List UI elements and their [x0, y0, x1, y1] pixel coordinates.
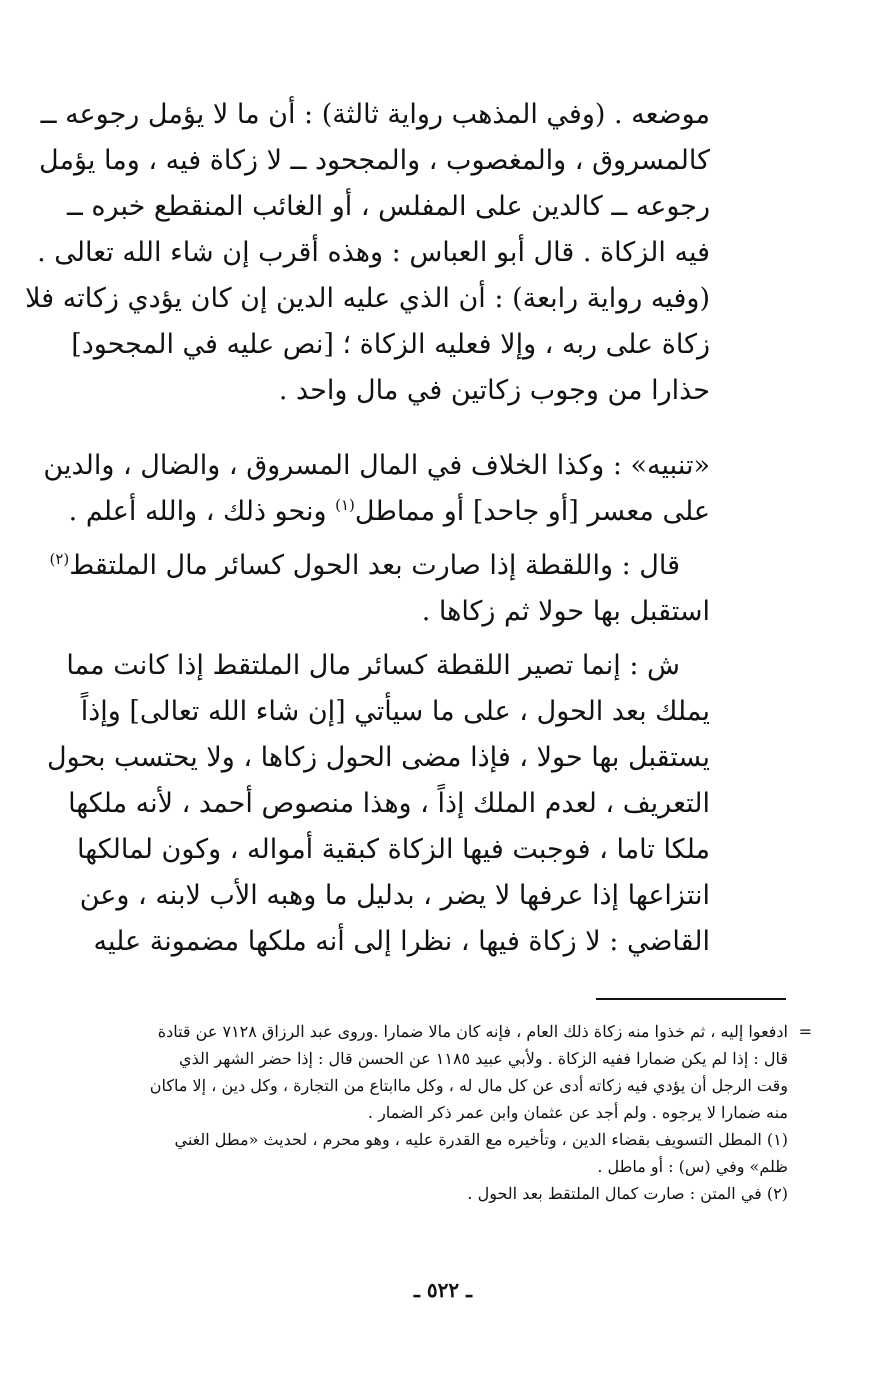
footnote-marker-1: (١)	[335, 496, 355, 514]
footnotes	[98, 1018, 812, 1207]
text-line: رجوعه ــ كالدين على المفلس ، أو الغائب المنقطع خبره ــ	[67, 191, 710, 222]
text-line: زكاة على ربه ، وإلا فعليه الزكاة ؛ [نص عليه في المجحود]	[71, 329, 710, 360]
text-segment: قال : واللقطة إذا صارت بعد الحول كسائر مال الملتقط	[69, 550, 680, 581]
text-line: التعريف ، لعدم الملك إذاً ، وهذا منصوص أحمد ، لأنه ملكها	[68, 788, 710, 819]
footnote-marker-2: (٢)	[49, 550, 70, 568]
text-line: (وفيه رواية رابعة) : أن الذي عليه الدين إن كان يؤدي زكاته فلا	[25, 283, 710, 314]
paragraph-narrations	[25, 92, 710, 414]
text-line: انتزاعها إذا عرفها لا يضر ، بدليل ما وهبه الأب لابنه ، وعن	[79, 880, 710, 911]
footnote-1-line: ظلم» وفي (س) : أو ماطل .	[597, 1157, 788, 1176]
text-line: فيه الزكاة . قال أبو العباس : وهذه أقرب إن شاء الله تعالى .	[37, 237, 710, 268]
paragraph-note-tanbih	[43, 443, 710, 535]
text-line: استقبل بها حولا ثم زكاها .	[421, 596, 710, 627]
footnote-separator	[596, 998, 786, 1000]
footnote-line: قال : إذا لم يكن ضمارا ففيه الزكاة . ولأبي عبيد ١١٨٥ عن الحسن قال : إذا حضر الشهر الذي	[179, 1049, 788, 1068]
footnote-line: ادفعوا إليه ، ثم خذوا منه زكاة ذلك العام ، فإنه كان مالا ضمارا .وروى عبد الرزاق ٧١٢٨ عن قتادة	[157, 1022, 788, 1041]
text-segment: ونحو ذلك ، والله أعلم .	[68, 496, 336, 527]
continuation-mark: =	[798, 1022, 812, 1041]
text-segment: على معسر [أو جاحد] أو مماطل	[354, 496, 710, 527]
footnote-line: منه ضمارا لا يرجوه . ولم أجد عن عثمان وابن عمر ذكر الضمار .	[367, 1103, 788, 1122]
text-line: ملكا تاما ، فوجبت فيها الزكاة كبقية أمواله ، وكون لمالكها	[77, 834, 710, 865]
text-line: يملك بعد الحول ، على ما سيأتي [إن شاء الله تعالى] وإذاً	[80, 696, 710, 727]
paragraph-matn-luqata	[49, 543, 710, 635]
footnote-2-line: (٢) في المتن : صارت كمال الملتقط بعد الحول .	[467, 1184, 788, 1203]
text-line	[49, 543, 710, 589]
text-line: حذارا من وجوب زكاتين في مال واحد .	[278, 375, 710, 406]
text-line: يستقبل بها حولا ، فإذا مضى الحول زكاها ، ولا يحتسب بحول	[46, 742, 710, 773]
page-number: ـ ٥٢٢ ـ	[414, 1278, 472, 1302]
footnote-1-line: (١) المطل التسويف بقضاء الدين ، وتأخيره مع القدرة عليه ، وهو محرم ، لحديث «مطل الغني	[174, 1130, 788, 1149]
text-line: «تنبيه» : وكذا الخلاف في المال المسروق ، والضال ، والدين	[43, 450, 710, 481]
paragraph-sharh	[46, 643, 710, 965]
text-line	[68, 489, 710, 535]
text-line: القاضي : لا زكاة فيها ، نظرا إلى أنه ملكها مضمونة عليه	[93, 926, 710, 957]
text-line: موضعه . (وفي المذهب رواية ثالثة) : أن ما لا يؤمل رجوعه ــ	[40, 99, 710, 130]
footnote-line: وقت الرجل أن يؤدي فيه زكاته أدى عن كل مال له ، وكل ماابتاع من التجارة ، وكل دين ، إلا ماكان	[149, 1076, 788, 1095]
text-line: ش : إنما تصير اللقطة كسائر مال الملتقط إذا كانت مما	[66, 650, 680, 681]
text-line: كالمسروق ، والمغصوب ، والمجحود ــ لا زكاة فيه ، وما يؤمل	[39, 145, 710, 176]
